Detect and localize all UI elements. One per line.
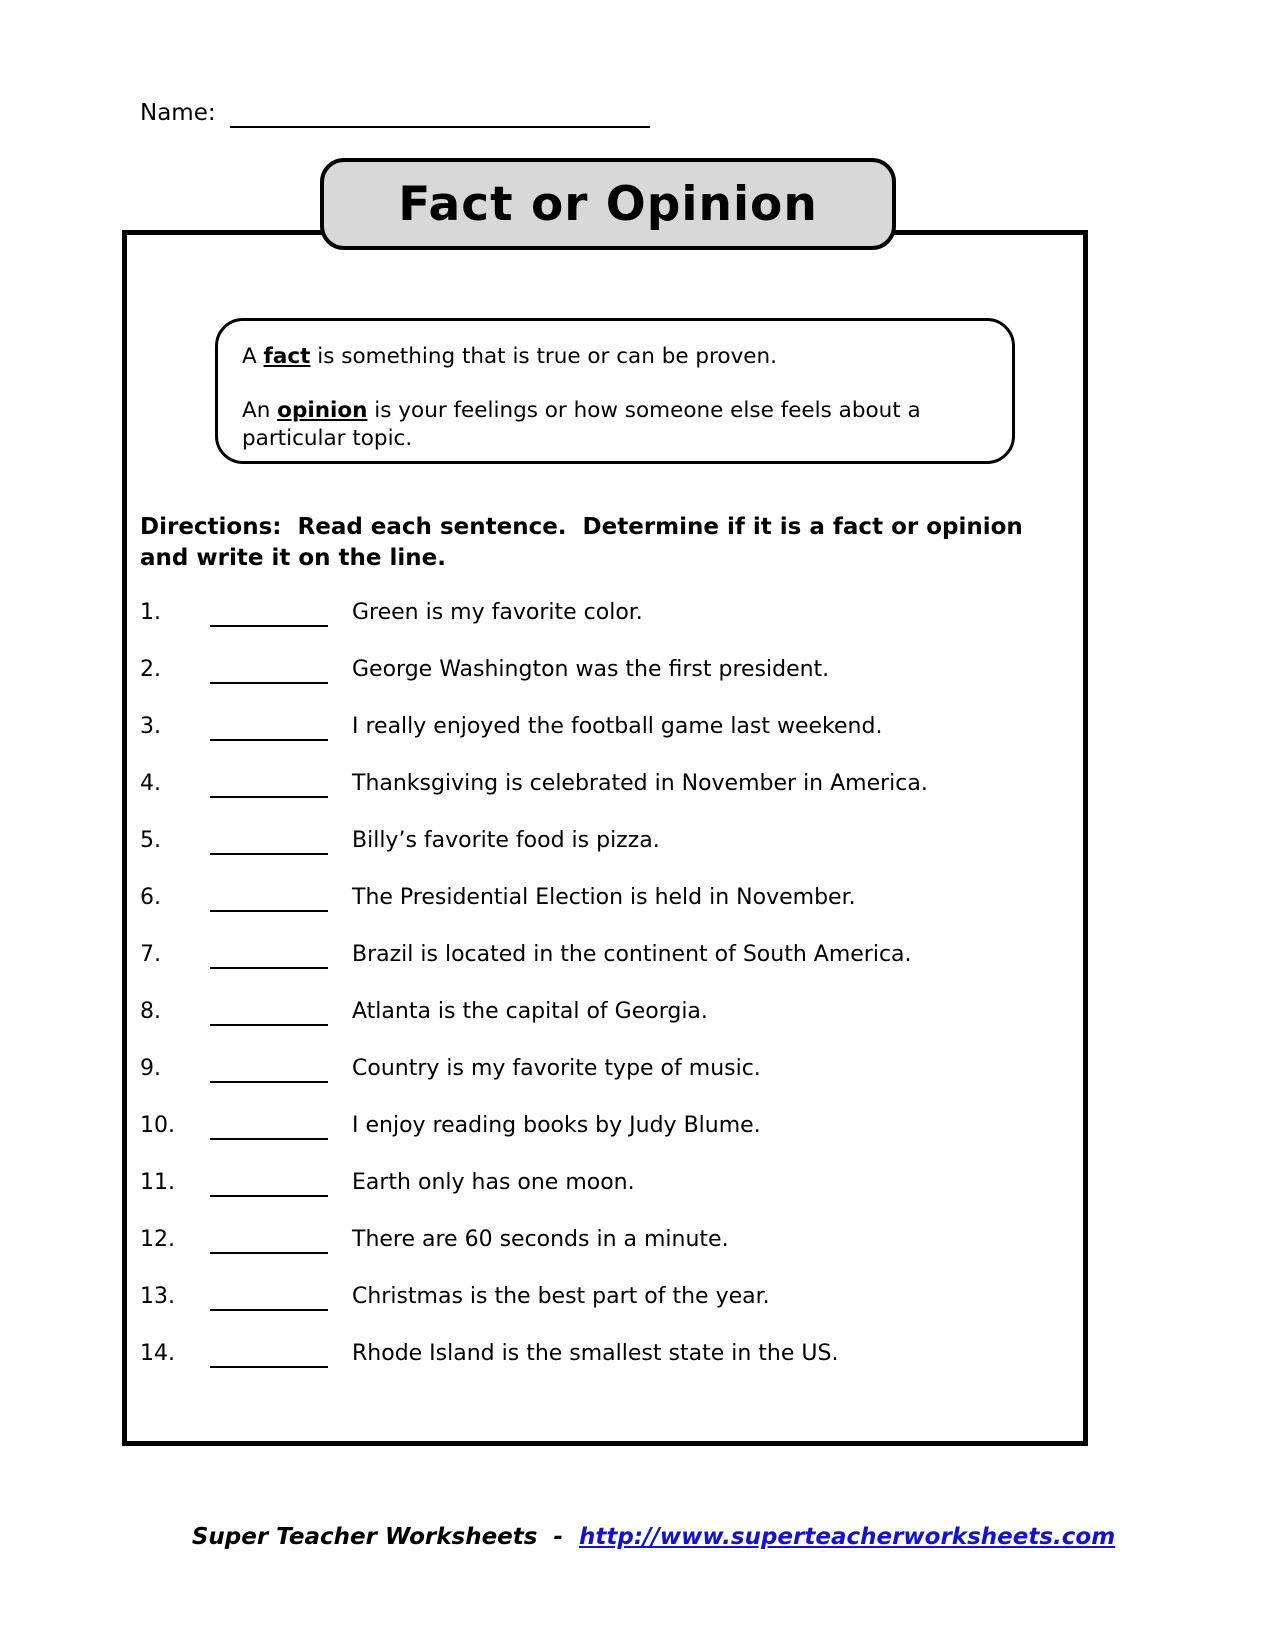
fact-def-rest: is something that is true or can be proven. <box>310 344 777 369</box>
answer-blank <box>210 1284 328 1311</box>
answer-blank <box>210 657 328 684</box>
answer-blank <box>210 999 328 1026</box>
answer-blank <box>210 600 328 627</box>
answer-blank <box>210 771 328 798</box>
fact-def-prefix: A <box>242 344 264 369</box>
question-sentence: Brazil is located in the continent of South America. <box>352 942 912 967</box>
question-sentence: Thanksgiving is celebrated in November in America. <box>352 771 928 796</box>
question-row <box>140 942 1070 999</box>
question-sentence: Country is my favorite type of music. <box>352 1056 761 1081</box>
answer-blank <box>210 1056 328 1083</box>
question-sentence: Green is my favorite color. <box>352 600 643 625</box>
question-row <box>140 1113 1070 1170</box>
question-row <box>140 885 1070 942</box>
question-sentence: George Washington was the first president. <box>352 657 830 682</box>
footer-website-link[interactable]: http://www.superteacherworksheets.com <box>579 1524 1116 1550</box>
question-row <box>140 1227 1070 1284</box>
question-sentence: The Presidential Election is held in November. <box>352 885 856 910</box>
footer <box>0 1498 1275 1576</box>
question-row <box>140 714 1070 771</box>
question-row <box>140 999 1070 1056</box>
question-list <box>140 600 1070 1398</box>
opinion-term: opinion <box>277 397 368 423</box>
answer-blank <box>210 1113 328 1140</box>
question-number: 2. <box>140 657 161 682</box>
answer-blank <box>210 828 328 855</box>
question-sentence: Billy’s favorite food is pizza. <box>352 828 660 853</box>
question-row <box>140 828 1070 885</box>
opinion-definition <box>242 397 988 453</box>
question-number: 3. <box>140 714 161 739</box>
question-number: 8. <box>140 999 161 1024</box>
question-number: 6. <box>140 885 161 910</box>
question-sentence: Earth only has one moon. <box>352 1170 635 1195</box>
question-number: 5. <box>140 828 161 853</box>
question-number: 14. <box>140 1341 175 1366</box>
question-row <box>140 657 1070 714</box>
question-number: 1. <box>140 600 161 625</box>
question-sentence: There are 60 seconds in a minute. <box>352 1227 729 1252</box>
definition-box <box>215 318 1015 464</box>
name-row <box>140 100 650 128</box>
question-row <box>140 1341 1070 1398</box>
page-title: Fact or Opinion <box>398 176 818 232</box>
name-label: Name: <box>140 100 216 126</box>
question-sentence: I enjoy reading books by Judy Blume. <box>352 1113 761 1138</box>
fact-term: fact <box>263 344 311 369</box>
question-number: 10. <box>140 1113 175 1138</box>
answer-blank <box>210 1341 328 1368</box>
question-number: 13. <box>140 1284 175 1309</box>
question-row <box>140 1284 1070 1341</box>
answer-blank <box>210 714 328 741</box>
question-number: 9. <box>140 1056 161 1081</box>
question-sentence: Christmas is the best part of the year. <box>352 1284 770 1309</box>
directions-text: Directions: Read each sentence. Determine if it is a fact or opinion and write it on the line. <box>140 514 1031 572</box>
question-number: 7. <box>140 942 161 967</box>
question-row <box>140 600 1070 657</box>
opinion-def-rest: is your feelings or how someone else feels about a particular topic. <box>242 397 921 451</box>
answer-blank <box>210 1170 328 1197</box>
answer-blank <box>210 942 328 969</box>
fact-definition <box>242 343 988 371</box>
opinion-def-prefix: An <box>242 397 278 423</box>
question-number: 12. <box>140 1227 175 1252</box>
question-row <box>140 1056 1070 1113</box>
question-sentence: Rhode Island is the smallest state in the US. <box>352 1341 839 1366</box>
title-banner <box>320 158 896 250</box>
answer-blank <box>210 885 328 912</box>
question-sentence: I really enjoyed the football game last weekend. <box>352 714 883 739</box>
name-fill-line <box>230 100 650 128</box>
question-sentence: Atlanta is the capital of Georgia. <box>352 999 708 1024</box>
question-number: 4. <box>140 771 161 796</box>
answer-blank <box>210 1227 328 1254</box>
question-number: 11. <box>140 1170 175 1195</box>
question-row <box>140 771 1070 828</box>
footer-brand-text: Super Teacher Worksheets - <box>191 1524 580 1550</box>
question-row <box>140 1170 1070 1227</box>
